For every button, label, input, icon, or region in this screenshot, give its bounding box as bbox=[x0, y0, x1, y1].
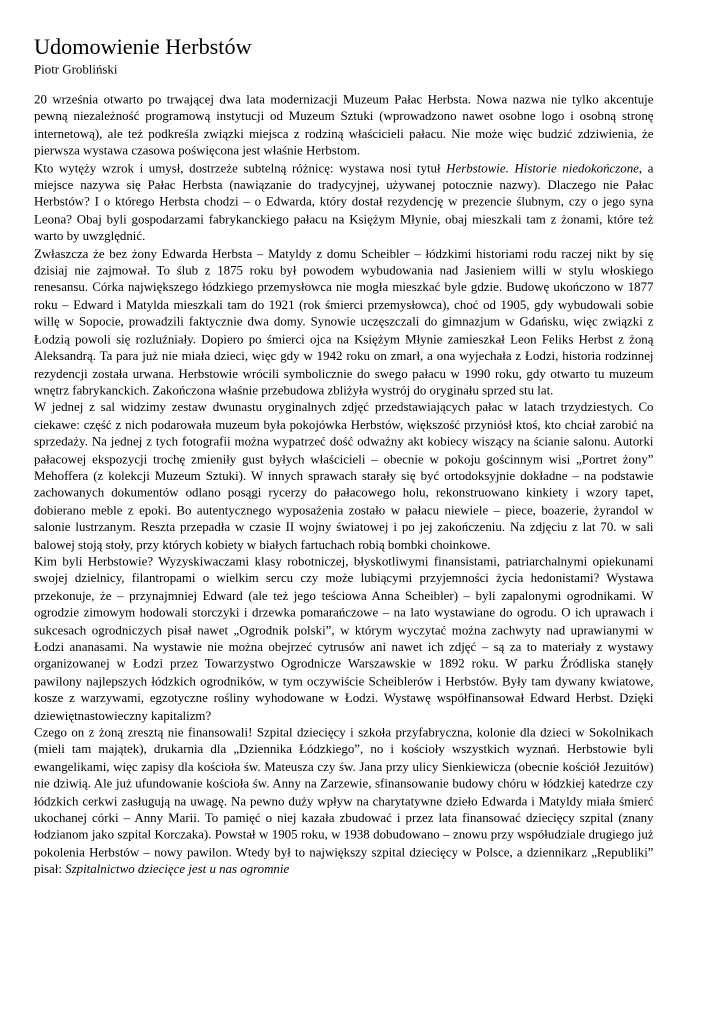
quote-text: Szpitalnictwo dziecięce jest u nas ogromnie bbox=[65, 861, 290, 877]
paragraph: Zwłaszcza że bez żony Edwarda Herbsta – Matyldy z domu Scheibler – łódzkimi historiami rodu raczej nikt by się dzisiaj nie zajmował. To ślub z 1875 roku był powodem wybudowania nad Jasieniem willi w stylu włoskiego renesansu. Córka największego łódzkiego przemysłowca nie mogła mieszkać byle gdzie. Budowę ukończono w 1877 roku – Edward i Matylda mieszkali tam do 1921 (rok śmierci przemysłowca), choć od 1905, gdy wybudowali sobie willę w Sopocie, prowadzili faktycznie dwa domy. Synowie uczęszczali do gimnazjum w Gdańsku, więc związki z Łodzią powoli się rozluźniały. Dopiero po śmierci ojca na Księżym Młynie zamieszkał Leon Feliks Herbst z żoną Aleksandrą. Ta para już nie miała dzieci, więc gdy w 1942 roku on zmarł, a ona wyjechała z Łodzi, historia rodzinnej rezydencji została urwana. Herbstowie wrócili symbolicznie do swego pałacu w 1990 roku, gdy otwarto tu muzeum wnętrz fabrykanckich. Zakończona właśnie przebudowa zbliżyła wystrój do oryginału sprzed stu lat. bbox=[34, 245, 654, 398]
article-body bbox=[34, 92, 654, 879]
paragraph: W jednej z sal widzimy zestaw dwunastu oryginalnych zdjęć przedstawiających pałac w latach trzydziestych. Co ciekawe: część z nich podarowała muzeum była pokojówka Herbstów, większość przyniósł ktoś, kto chciał zarobić na sprzedaży. Na jednej z tych fotografii można wypatrzeć dość odważny akt kobiecy wiszący na ścianie salonu. Autorki pałacowej ekspozycji trochę zmieniły gust byłych właścicieli – obecnie w pokoju gościnnym wisi „Portret żony” Mehoffera (z kolekcji Muzeum Sztuki). W innych sprawach starały się być ortodoksyjnie dokładne – na podstawie zachowanych dokumentów odlano posągi rycerzy do pałacowego holu, rekonstruowano kinkiety i wzory tapet, dobierano meble z epoki. Bo autentycznego wyposażenia zostało w pałacu niewiele – piece, boazerie, żyrandol w salonie lustrzanym. Reszta przepadła w czasie II wojny światowej i po jej zakończeniu. Na zdjęciu z lat 70. w sali balowej stoją stoły, przy których kobiety w białych fartuchach robią bombki choinkowe. bbox=[34, 399, 654, 552]
paragraph-text: , a miejsce nazywa się Pałac Herbsta (nawiązanie do tradycyjnej, używanej potocznie nazwy). Dlaczego nie Pałac Herbstów? I o którego Herbsta chodzi – o Edwarda, który dostał rezydencję w prezencie ślubnym, czy o jego syna Leona? Obaj byli gospodarzami fabrykanckiego pałacu na Księżym Młynie, obaj mieszkali tam z żonami, które też warto by uwzględnić. bbox=[34, 159, 654, 244]
article-author: Piotr Grobliński bbox=[34, 61, 118, 77]
paragraph-text: Kto wytęży wzrok i umysł, dostrzeże subtelną różnicę: wystawa nosi tytuł bbox=[34, 159, 447, 175]
paragraph bbox=[34, 160, 654, 246]
document-page bbox=[34, 36, 654, 879]
exhibition-title: Herbstowie. Historie niedokończone bbox=[446, 159, 639, 175]
paragraph bbox=[34, 725, 654, 879]
article-title: Udomowienie Herbstów bbox=[34, 36, 252, 60]
paragraph-text: Czego on z żoną zresztą nie finansowali! Szpital dziecięcy i szkoła przyfabryczna, kolonie dla dzieci w Sokolnikach (mieli tam majątek), drukarnia dla „Dziennika Łódzkiego”, no i kościoły wszystkich wyznań. Herbstowie byli ewangelikami, więc zapisy dla kościoła św. Mateusza czy św. Jana przy ulicy Sienkiewicza (obecnie kościół Jezuitów) nie dziwią. Ale już ufundowanie kościoła św. Anny na Zarzewie, sfinansowanie budowy chóru w łódzkiej katedrze czy łódzkich cerkwi zasługują na uwagę. Na pewno duży wpływ na charytatywne dzieło Edwarda i Matyldy miała śmierć ukochanej córki – Anny Marii. To pamięć o niej kazała zbudować i przez lata finansować dziecięcy szpital (znany łodzianom jako szpital Korczaka). Powstał w 1905 roku, w 1938 dobudowano – znowu przy współudziale drugiego już pokolenia Herbstów – nowy pawilon. Wtedy był to największy szpital dziecięcy w Polsce, a dziennikarz „Republiki” pisał: bbox=[34, 724, 654, 877]
paragraph: Kim byli Herbstowie? Wyzyskiwaczami klasy robotniczej, błyskotliwymi finansistami, patriarchalnymi opiekunami swojej dzielnicy, filantropami o wielkim sercu czy może lubiącymi przyjemności życia hedonistami? Wystawa przekonuje, że – przynajmniej Edward (ale też jego teściowa Anna Scheibler) – byli zapalonymi ogrodnikami. W ogrodzie zimowym hodowali storczyki i drzewka pomarańczowe – na lato wystawiane do ogrodu. O ich uprawach i sukcesach ogrodniczych pisał nawet „Ogrodnik polski”, w którym wyczytać można zachwyty nad uprawianymi w Łodzi ananasami. Na wystawie nie można obejrzeć cytrusów ani nawet ich zdjęć – są za to materiały z wystawy organizowanej w Łodzi przez Towarzystwo Ogrodnicze Warszawskie w 1892 roku. W parku Źródliska stanęły pawilony najlepszych łódzkich ogrodników, w tym oczywiście Scheiblerów i Herbstów. Były tam dywany kwiatowe, kosze z warzywami, egzotyczne rośliny wyhodowane w Łodzi. Wystawę współfinansował Edward Herbst. Dzięki dziewiętnastowieczny kapitalizm? bbox=[34, 553, 654, 723]
paragraph: 20 września otwarto po trwającej dwa lata modernizacji Muzeum Pałac Herbsta. Nowa nazwa nie tylko akcentuje pewną niezależność programową instytucji od Muzeum Sztuki (wprowadzono nawet osobne logo i osobną stronę internetową), ale też podkreśla związki miejsca z rodziną właścicieli pałacu. Nie może więc budzić zdziwienia, że pierwsza wystawa czasowa poświęcona jest właśnie Herbstom. bbox=[34, 91, 654, 158]
